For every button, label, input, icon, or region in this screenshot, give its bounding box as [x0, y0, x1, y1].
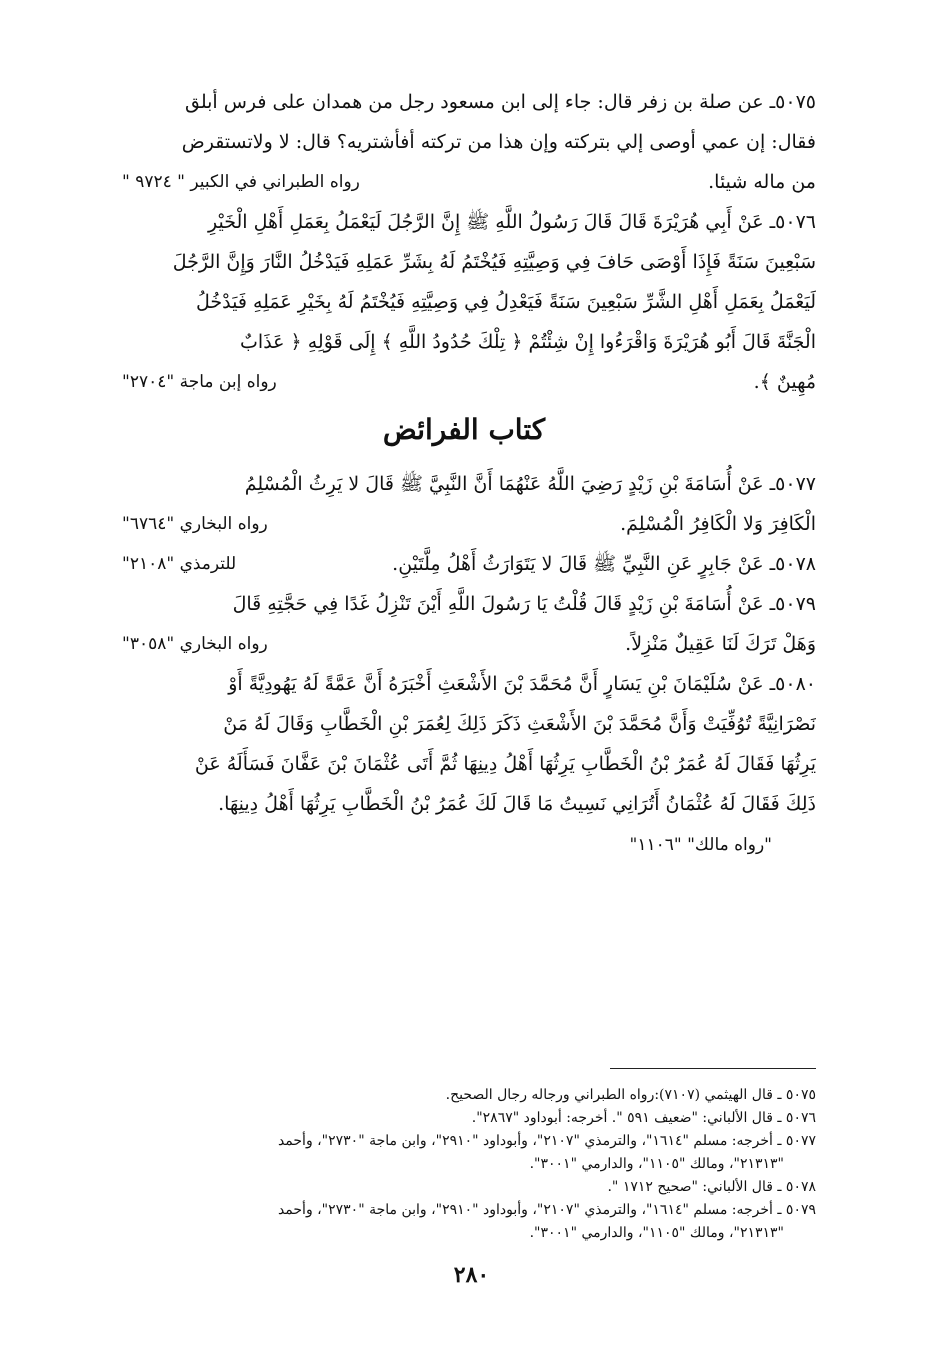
- hadith-5080-source-line: [112, 824, 816, 864]
- hadith-5080-line-1: ٥٠٨٠ـ عَنْ سُلَيْمَانَ بْنِ يَسَارٍ أَنَّ مُحَمَّدَ بْنَ الأَشْعَثِ أَخْبَرَهُ أَنَّ عَمَّةً لَهُ يَهُودِيَّةً أَوْ: [228, 673, 816, 695]
- hadith-5076-source: رواه إبن ماجة "٢٧٠٤": [122, 372, 277, 392]
- footnote-divider: [610, 1068, 816, 1069]
- hadith-5075-text-end: من ماله شيئا.: [708, 171, 816, 193]
- footnote-5076: ٥٠٧٦ ـ قال الألباني: "ضعيف ٥٩١ ". أخرجه: أبوداود "٢٨٦٧".: [471, 1110, 816, 1126]
- hadith-5080-source: "رواه مالك" "١١٠٦": [629, 835, 772, 855]
- hadith-5077-line-2: [112, 504, 816, 544]
- page-number: ٢٨٠: [453, 1262, 490, 1288]
- chapter-title: كتاب الفرائض: [382, 413, 546, 446]
- hadith-5077-text-end: الْكَافِرَ وَلا الْكَافِرُ الْمُسْلِمَ.: [620, 513, 816, 535]
- hadith-5079-line-1: ٥٠٧٩ـ عَنْ أُسَامَةَ بْنِ زَيْدٍ قَالَ قُلْتُ يَا رَسُولَ اللَّهِ أَيْنَ تَنْزِلُ غَدًا فِي حَجَّتِهِ قَالَ: [232, 593, 816, 615]
- footnote-5077-continued: "٢١٣١٣"، ومالك "١١٠٥"، والدارمي "٣٠٠١".: [529, 1156, 784, 1172]
- hadith-5076-line-2: سَبْعِينَ سَنَةً فَإِذَا أَوْصَى حَافَ فِي وَصِيَّتِهِ فَيُخْتَمُ لَهُ بِشَرِّ عَمَلِهِ فَيَدْخُلُ النَّارَ وَإِنَّ الرَّجُلَ: [172, 251, 816, 273]
- hadith-5076-line-1: ٥٠٧٦ـ عَنْ أَبِي هُرَيْرَةَ قَالَ قَالَ رَسُولُ اللَّهِ ﷺ إِنَّ الرَّجُلَ لَيَعْمَلُ بِعَمَلِ أَهْلِ الْخَيْرِ: [208, 211, 816, 233]
- hadith-5075-source: رواه الطبراني في الكبير " ٩٧٢٤ ": [122, 172, 360, 192]
- footnotes: [110, 1084, 816, 1245]
- hadith-5079-source: رواه البخاري "٣٠٥٨": [122, 634, 268, 654]
- hadith-5076-line-3: لَيَعْمَلُ بِعَمَلِ أَهْلِ الشَّرِّ سَبْعِينَ سَنَةً فَيَعْدِلُ فِي وَصِيَّتِهِ فَيُخْتَمُ لَهُ بِخَيْرِ عَمَلِهِ فَيَدْخُلُ: [195, 291, 816, 313]
- hadith-5076-line-4: الْجَنَّةَ قَالَ أَبُو هُرَيْرَةَ وَاقْرَءُوا إِنْ شِئْتُمْ ﴿ تِلْكَ حُدُودُ اللَّهِ ﴾ إِلَى قَوْلِهِ ﴿ عَذَابٌ: [240, 331, 816, 353]
- hadith-5077-line-1: ٥٠٧٧ـ عَنْ أُسَامَةَ بْنِ زَيْدٍ رَضِيَ اللَّهُ عَنْهُمَا أَنَّ النَّبِيَّ ﷺ قَالَ لا يَرِثُ الْمُسْلِمُ: [244, 473, 816, 495]
- hadith-5080-line-2: نَصْرَانِيَّةً تُوُفِّيَتْ وَأَنَّ مُحَمَّدَ بْنَ الأَشْعَثِ ذَكَرَ ذَلِكَ لِعُمَرَ بْنِ الْخَطَّابِ وَقَالَ لَهُ مَنْ: [223, 713, 816, 735]
- hadith-5077-source: رواه البخاري "٦٧٦٤": [122, 514, 268, 534]
- hadith-5076-line-5: [112, 362, 816, 402]
- main-text: [112, 82, 816, 864]
- hadith-5078-source: للترمذي "٢١٠٨": [122, 554, 237, 574]
- footnote-5079-continued: "٢١٣١٣"، ومالك "١١٠٥"، والدارمي "٣٠٠١".: [529, 1225, 784, 1241]
- footnote-5075: ٥٠٧٥ ـ قال الهيثمي (٧١٠٧):رواه الطبراني ورجاله رجال الصحيح.: [445, 1087, 816, 1103]
- hadith-5079-text-end: وَهَلْ تَرَكَ لَنَا عَقِيلٌ مَنْزِلاً.: [625, 633, 816, 655]
- hadith-5079-line-2: [112, 624, 816, 664]
- hadith-5075-line-1: ٥٠٧٥ـ عن صلة بن زفر قال: جاء إلى ابن مسعود رجل من همدان على فرس أبلق: [184, 91, 816, 113]
- hadith-5075-line-3: [112, 162, 816, 202]
- footnote-5078: ٥٠٧٨ ـ قال الألباني: "صحيح ١٧١٢ ".: [607, 1179, 816, 1195]
- hadith-5078-line: [112, 544, 816, 584]
- hadith-5076-text-end: مُهِينٌ ﴾.: [753, 371, 816, 393]
- footnote-5077: ٥٠٧٧ ـ أخرجه: مسلم "١٦١٤"، والترمذي "٢١٠٧"، وأبوداود "٢٩١٠"، وابن ماجة "٢٧٣٠"، وأحمد: [277, 1133, 816, 1149]
- footnote-5079: ٥٠٧٩ ـ أخرجه: مسلم "١٦١٤"، والترمذي "٢١٠٧"، وأبوداود "٢٩١٠"، وابن ماجة "٢٧٣٠"، وأحمد: [277, 1202, 816, 1218]
- hadith-5075-line-2: فقال: إن عمي أوصى إلي بتركته وإن هذا من تركته أفأشتريه؟ قال: لا ولاتستقرض: [181, 131, 816, 153]
- hadith-5080-line-3: يَرِثُهَا فَقَالَ لَهُ عُمَرُ بْنُ الْخَطَّابِ يَرِثُهَا أَهْلُ دِينِهَا ثُمَّ أَتَى عُثْمَانَ بْنَ عَفَّانَ فَسَأَلَهُ عَنْ: [194, 753, 816, 775]
- hadith-5078-text: ٥٠٧٨ـ عَنْ جَابِرٍ عَنِ النَّبِيِّ ﷺ قَالَ لا يَتَوَارَثُ أَهْلُ مِلَّتَيْنِ.: [392, 553, 816, 575]
- hadith-5080-line-4: ذَلِكَ فَقَالَ لَهُ عُثْمَانُ أَتُرَانِي نَسِيتُ مَا قَالَ لَكَ عُمَرُ بْنُ الْخَطَّابِ يَرِثُهَا أَهْلُ دِينِهَا.: [218, 793, 816, 815]
